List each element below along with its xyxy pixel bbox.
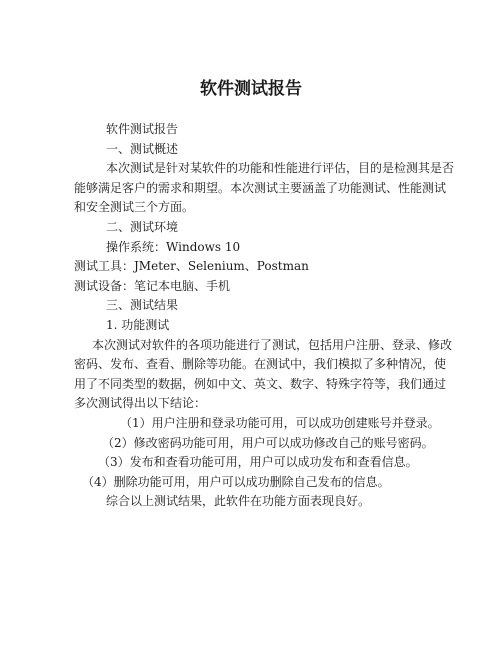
section-heading-overview: 一、测试概述 — [106, 141, 179, 156]
paragraph-summary: 综合以上测试结果，此软件在功能方面表现良好。 — [106, 494, 371, 509]
paragraph-devices: 测试设备：笔记本电脑、手机 — [74, 278, 231, 293]
result-item-1: （1）用户注册和登录功能可用，可以成功创建账号并登录。 — [120, 415, 440, 430]
section-heading-results: 三、测试结果 — [106, 298, 179, 313]
document-body — [74, 120, 454, 512]
section-heading-environment: 二、测试环境 — [106, 219, 179, 234]
result-item-2: （2）修改密码功能可用，用户可以成功修改自己的账号密码。 — [102, 435, 434, 450]
paragraph-tools: 测试工具：JMeter、Selenium、Postman — [74, 259, 309, 274]
paragraph-heading: 软件测试报告 — [106, 122, 179, 136]
paragraph-os: 操作系统：Windows 10 — [106, 239, 241, 254]
subsection-heading-functional: 1. 功能测试 — [106, 317, 170, 332]
paragraph-overview: 本次测试是针对某软件的功能和性能进行评估，目的是检测其是否能够满足客户的需求和期望。本次测试主要涵盖了功能测试、性能测试和安全测试三个方面。 — [74, 161, 455, 215]
document-title: 软件测试报告 — [200, 79, 302, 99]
paragraph-functional: 本次测试对软件的各项功能进行了测试，包括用户注册、登录、修改密码、发布、查看、删除等功能。在测试中，我们模拟了多种情况，使用了不同类型的数据，例如中文、英文、数字、特殊字符等，我们通过多次测试得出以下结论： — [74, 337, 453, 411]
result-item-4: （4）删除功能可用，用户可以成功删除自己发布的信息。 — [82, 474, 390, 489]
result-item-3: （3）发布和查看功能可用，用户可以成功发布和查看信息。 — [98, 455, 418, 470]
